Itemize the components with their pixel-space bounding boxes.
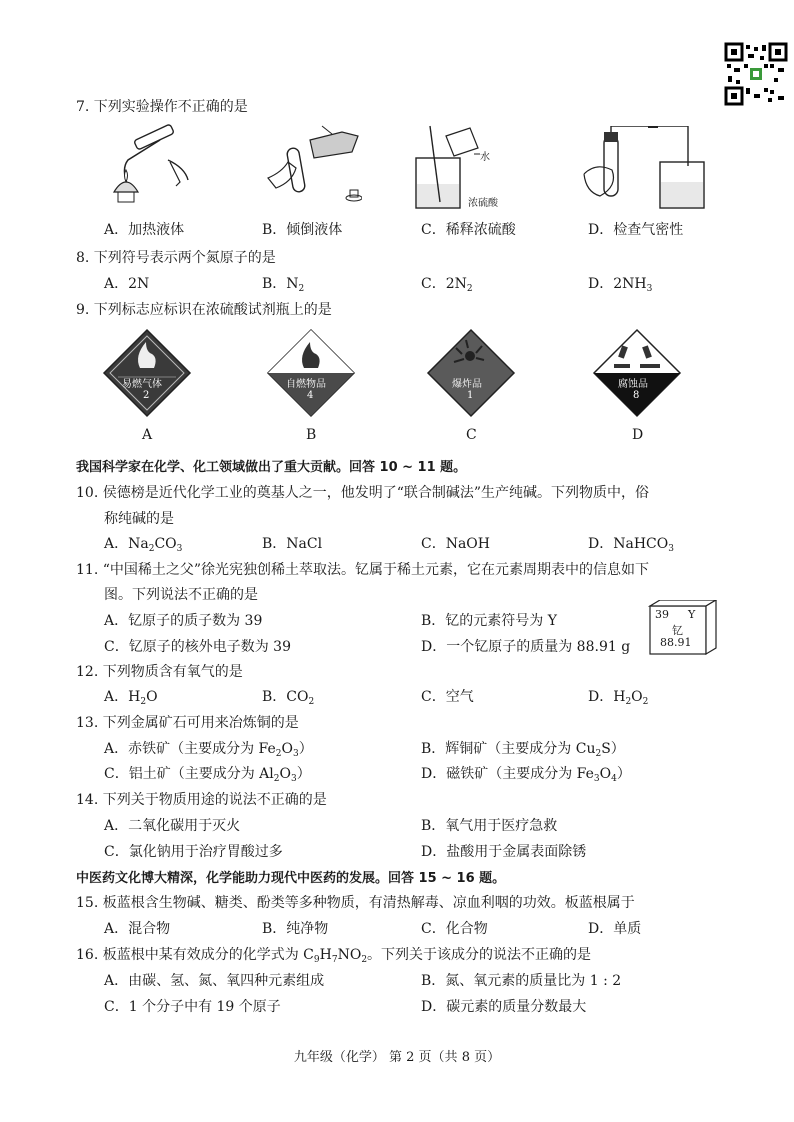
sign-b-letter: B — [306, 427, 317, 443]
q15-option-b[interactable]: B．纯净物 — [262, 921, 329, 937]
heating-liquid-illustration — [100, 120, 195, 208]
sign-a-num: 2 — [143, 390, 150, 401]
q8-option-b-sub: 2 — [298, 284, 305, 294]
section-intro-10-11: 我国科学家在化学、化工领域做出了重大贡献。回答 10 ~ 11 题。 — [76, 460, 467, 475]
q16-stem: 16. 板蓝根中某有效成分的化学式为 $C_9H_7NO_2$。下列关于该成分的说法不正确的是 — [76, 947, 592, 965]
q14-option-a[interactable]: A．二氧化碳用于灭火 — [104, 818, 241, 834]
q12-option-d[interactable]: D．$H_2O_2$ — [588, 689, 649, 707]
q16-option-d[interactable]: D．碳元素的质量分数最大 — [421, 999, 587, 1015]
q7-option-b[interactable]: B．倾倒液体 — [262, 222, 343, 238]
q16-option-c[interactable]: C．1 个分子中有 19 个原子 — [104, 999, 281, 1015]
q11-option-d[interactable]: D．一个钇原子的质量为 88.91 g — [421, 639, 631, 655]
q13-option-a-text: A．赤铁矿（主要成分为 Fe — [104, 741, 276, 757]
q8-stem: 8. 下列符号表示两个氮原子的是 — [76, 250, 276, 266]
sign-corrosive[interactable] — [592, 328, 682, 422]
q13-option-b-text: B．辉铜矿（主要成分为 Cu — [421, 741, 596, 757]
diluting-acid-illustration — [408, 124, 518, 212]
q11-option-a[interactable]: A．钇原子的质子数为 39 — [104, 613, 263, 629]
sign-d-letter: D — [632, 427, 644, 443]
sign-d-num: 8 — [633, 390, 640, 401]
q7-stem: 7. 下列实验操作不正确的是 — [76, 99, 248, 115]
element-name: 钇 — [672, 624, 683, 637]
water-label: 水 — [480, 152, 490, 163]
sign-b-num: 4 — [307, 390, 314, 401]
q10-option-c[interactable]: C．NaOH — [421, 536, 490, 552]
element-cell-yttrium — [648, 600, 720, 656]
q8-option-d[interactable] — [588, 273, 652, 293]
q10-option-d[interactable]: D．NaHCO$_3$ — [588, 536, 674, 554]
q14-option-d[interactable]: D．盐酸用于金属表面除锈 — [421, 844, 587, 860]
q10-stem-line1: 10. 侯德榜是近代化学工业的奠基人之一，他发明了“联合制碱法”生产纯碱。下列物质中，俗 — [76, 485, 650, 501]
sign-d-text: 腐蚀品 — [618, 379, 648, 390]
q7-option-c[interactable]: C．稀释浓硫酸 — [421, 222, 516, 238]
q12-option-c[interactable]: C．空气 — [421, 689, 474, 705]
airtightness-check-illustration — [578, 126, 708, 214]
q13-option-a[interactable]: A．赤铁矿（主要成分为 $Fe_2O_3$） — [104, 741, 313, 759]
q8-option-c[interactable] — [421, 273, 473, 293]
qr-code — [724, 42, 788, 106]
q8-option-b[interactable] — [262, 273, 304, 293]
q8-option-c-text: C．2N — [421, 276, 467, 292]
q14-stem: 14. 下列关于物质用途的说法不正确的是 — [76, 792, 327, 808]
element-number: 39 — [655, 608, 669, 621]
q12-option-a-text: A．H — [104, 689, 141, 705]
q11-option-c[interactable]: C．钇原子的核外电子数为 39 — [104, 639, 291, 655]
q12-option-d-text: D．H — [588, 689, 626, 705]
q7-option-d[interactable]: D．检查气密性 — [588, 222, 684, 238]
sign-a-text: 易燃气体 — [122, 379, 162, 390]
q16-option-b[interactable]: B．氮、氧元素的质量比为 1 : 2 — [421, 973, 622, 989]
q12-option-b[interactable]: B．$CO_2$ — [262, 689, 315, 707]
acid-label: 浓硫酸 — [468, 198, 498, 209]
q9-stem: 9. 下列标志应标识在浓硫酸试剂瓶上的是 — [76, 302, 332, 318]
q13-stem: 13. 下列金属矿石可用来冶炼铜的是 — [76, 715, 299, 731]
sign-flammable-gas[interactable] — [102, 328, 192, 422]
q11-stem-line1: 11. “中国稀土之父”徐光宪独创稀土萃取法。钇属于稀土元素，它在元素周期表中的信息如下 — [76, 562, 650, 578]
sign-spontaneous-combustion[interactable] — [266, 328, 356, 422]
q12-stem: 12. 下列物质含有氧气的是 — [76, 664, 243, 680]
q8-option-b-text: B．N — [262, 276, 299, 292]
q8-option-d-sub: 3 — [646, 284, 653, 294]
q13-option-b[interactable]: B．辉铜矿（主要成分为 $Cu_2S$） — [421, 741, 625, 759]
q10-option-d-text: D．NaHCO — [588, 536, 669, 552]
q8-option-a[interactable]: A．2N — [104, 276, 150, 292]
q8-option-c-sub: 2 — [466, 284, 473, 294]
q15-option-a[interactable]: A．混合物 — [104, 921, 171, 937]
q8-option-d-text: D．2NH — [588, 276, 647, 292]
q10-stem-line2: 称纯碱的是 — [104, 511, 174, 527]
q10-option-a[interactable]: A．$Na_2CO_3$ — [104, 536, 183, 554]
q12-option-a[interactable]: A．$H_2O$ — [104, 689, 158, 707]
q16-option-a[interactable]: A．由碳、氢、氮、氧四种元素组成 — [104, 973, 325, 989]
q14-option-b[interactable]: B．氧气用于医疗急救 — [421, 818, 558, 834]
q15-stem: 15. 板蓝根含生物碱、糖类、酚类等多种物质，有清热解毒、凉血利咽的功效。板蓝根属于 — [76, 895, 635, 911]
section-intro-15-16: 中医药文化博大精深，化学能助力现代中医药的发展。回答 15 ~ 16 题。 — [76, 871, 506, 886]
q15-option-d[interactable]: D．单质 — [588, 921, 642, 937]
q13-option-c-text: C．铝土矿（主要成分为 Al — [104, 766, 274, 782]
q13-option-d[interactable]: D．磁铁矿（主要成分为 $Fe_3O_4$） — [421, 766, 631, 784]
q10-option-b[interactable]: B．NaCl — [262, 536, 323, 552]
sign-c-num: 1 — [467, 390, 474, 401]
q13-option-c[interactable]: C．铝土矿（主要成分为 $Al_2O_3$） — [104, 766, 311, 784]
sign-explosive[interactable] — [426, 328, 516, 422]
page-footer: 九年级（化学） 第 2 页（共 8 页） — [293, 1050, 501, 1065]
q14-option-c[interactable]: C．氯化钠用于治疗胃酸过多 — [104, 844, 283, 860]
sign-b-text: 自燃物品 — [286, 379, 326, 390]
q10-option-a-text: A．Na — [104, 536, 149, 552]
q12-option-b-text: B．CO — [262, 689, 309, 705]
sign-c-text: 爆炸品 — [452, 379, 482, 390]
element-symbol: Y — [688, 608, 696, 621]
q16-stem-tail: 。下列关于该成分的说法不正确的是 — [367, 947, 592, 963]
q16-stem-head: 16. 板蓝根中某有效成分的化学式为 C — [76, 947, 314, 963]
q11-stem-line2: 图。下列说法不正确的是 — [104, 587, 258, 603]
element-mass: 88.91 — [660, 636, 692, 649]
sign-a-letter: A — [142, 427, 153, 443]
q7-option-a[interactable]: A．加热液体 — [104, 222, 185, 238]
q11-option-b[interactable]: B．钇的元素符号为 Y — [421, 613, 557, 629]
q13-option-d-text: D．磁铁矿（主要成分为 Fe — [421, 766, 594, 782]
pouring-liquid-illustration — [262, 122, 362, 208]
sign-c-letter: C — [466, 427, 477, 443]
q15-option-c[interactable]: C．化合物 — [421, 921, 488, 937]
